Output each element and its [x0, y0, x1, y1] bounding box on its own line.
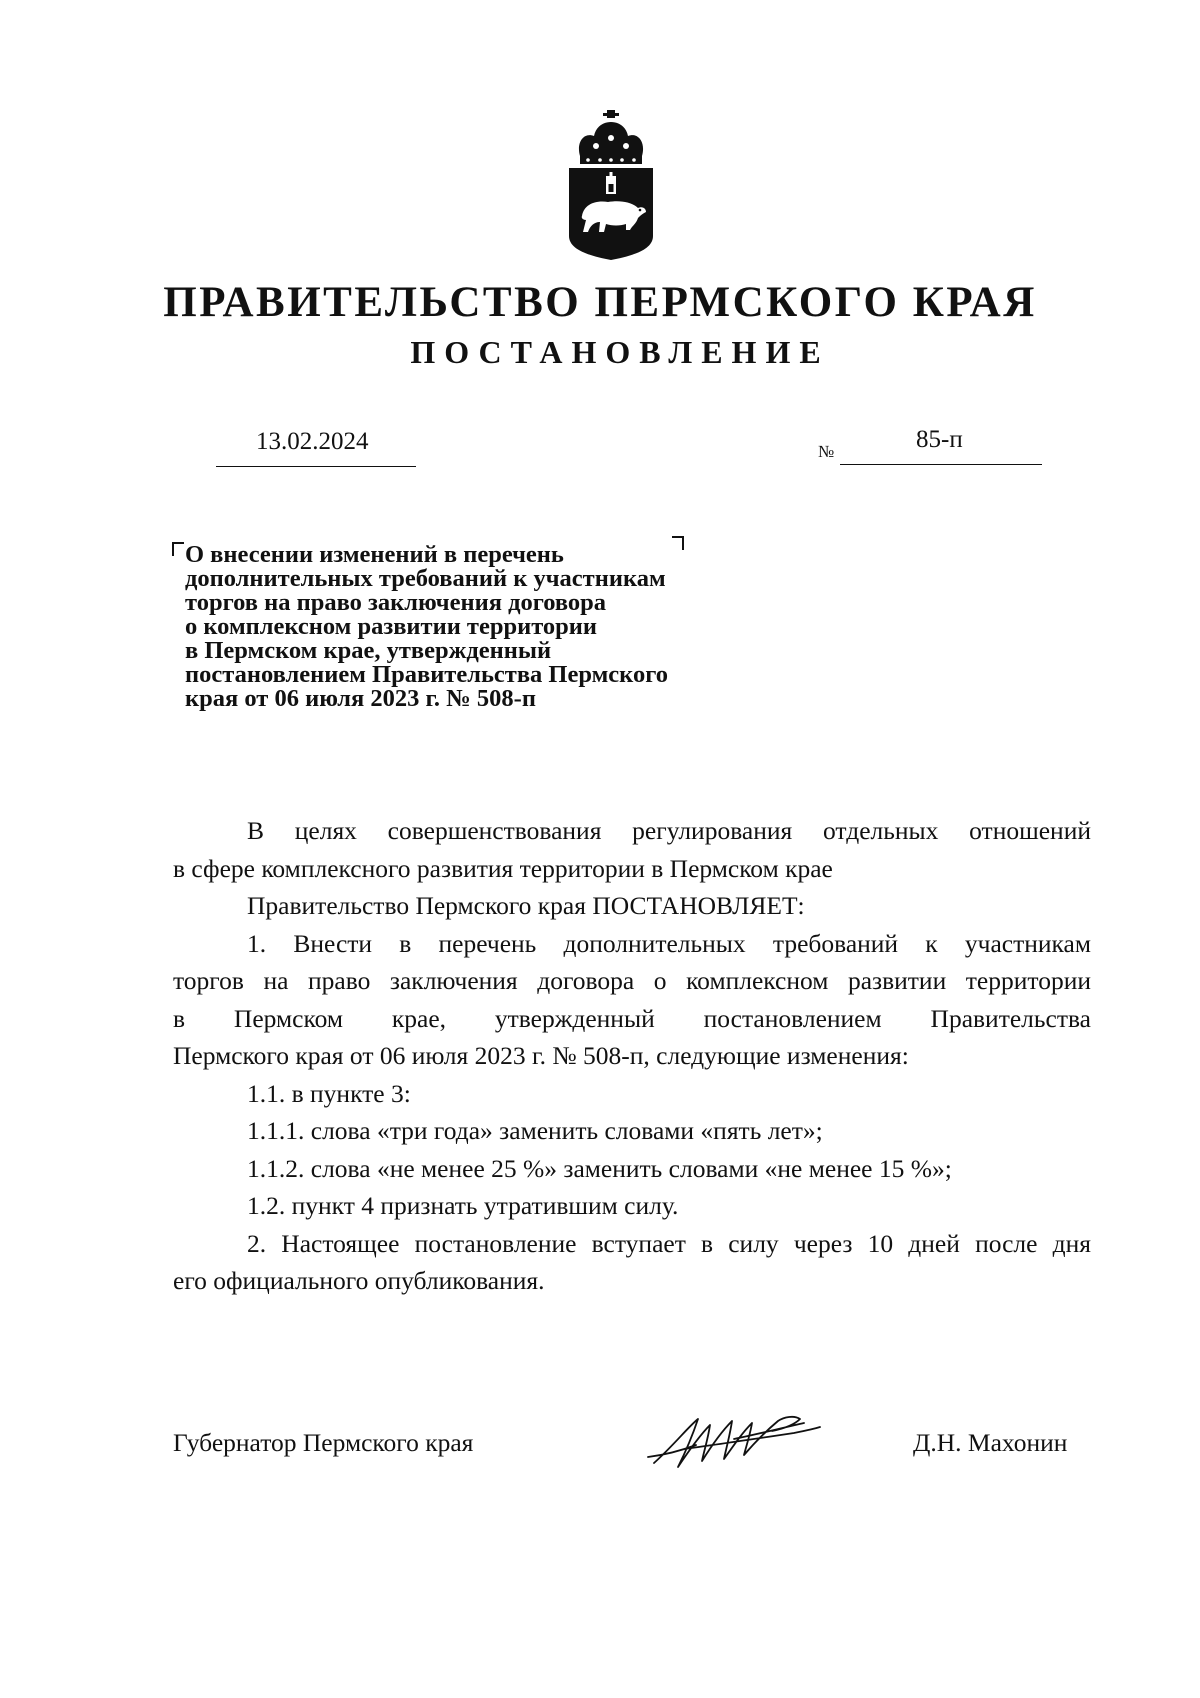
preamble-line: в сфере комплексного развития территории в Пермском крае: [173, 853, 833, 883]
item-1-1-1: 1.1.1. слова «три года» заменить словами «пять лет»;: [247, 1116, 823, 1145]
document-subject: [185, 543, 745, 711]
item-2-line: его официального опубликования.: [173, 1266, 545, 1295]
item-1-1-2: 1.1.2. слова «не менее 25 %» заменить словами «не менее 15 %»;: [247, 1153, 952, 1183]
document-date-field: [216, 428, 416, 467]
number-sign: №: [818, 442, 835, 461]
resolves-clause: Правительство Пермского края ПОСТАНОВЛЯЕТ:: [247, 891, 805, 920]
document-body: [173, 812, 1091, 1300]
subject-line: постановлением Правительства Пермского: [185, 661, 668, 688]
handwritten-signature-icon: [644, 1405, 824, 1475]
document-number: 85-п: [916, 426, 963, 453]
document-date: 13.02.2024: [256, 428, 369, 455]
subject-line: дополнительных требований к участникам: [185, 565, 666, 592]
subject-line: в Пермском крае, утвержденный: [185, 637, 552, 664]
government-title: ПРАВИТЕЛЬСТВО ПЕРМСКОГО КРАЯ: [163, 279, 1037, 326]
signer-position: Губернатор Пермского края: [173, 1428, 474, 1457]
perm-krai-coat-of-arms-icon: [566, 108, 656, 260]
item-1-line: 1. Внести в перечень дополнительных требований к участникам: [247, 928, 1091, 958]
item-1-1: 1.1. в пункте 3:: [247, 1078, 411, 1108]
document-number-field: [840, 426, 1042, 465]
subject-line: о комплексном развитии территории: [185, 613, 598, 640]
signer-name: Д.Н. Махонин: [913, 1428, 1068, 1457]
preamble-line: В целях совершенствования регулирования отдельных отношений: [247, 816, 1091, 845]
subject-corner-left-icon: [172, 542, 184, 556]
subject-line: торгов на право заключения договора: [185, 589, 607, 616]
subject-line: О внесении изменений в перечень: [185, 541, 564, 568]
item-1-line: Пермского края от 06 июля 2023 г. № 508-п, следующие изменения:: [173, 1041, 909, 1070]
item-1-2: 1.2. пункт 4 признать утратившим силу.: [247, 1191, 679, 1220]
item-1-line: торгов на право заключения договора о комплексном развитии территории: [173, 966, 1091, 995]
subject-line: края от 06 июля 2023 г. № 508-п: [185, 685, 536, 712]
item-1-line: в Пермском крае, утвержденный постановлением Правительства: [173, 1003, 1091, 1033]
document-type-heading: ПОСТАНОВЛЕНИЕ: [410, 334, 830, 370]
item-2-line: 2. Настоящее постановление вступает в силу через 10 дней после дня: [247, 1228, 1091, 1258]
